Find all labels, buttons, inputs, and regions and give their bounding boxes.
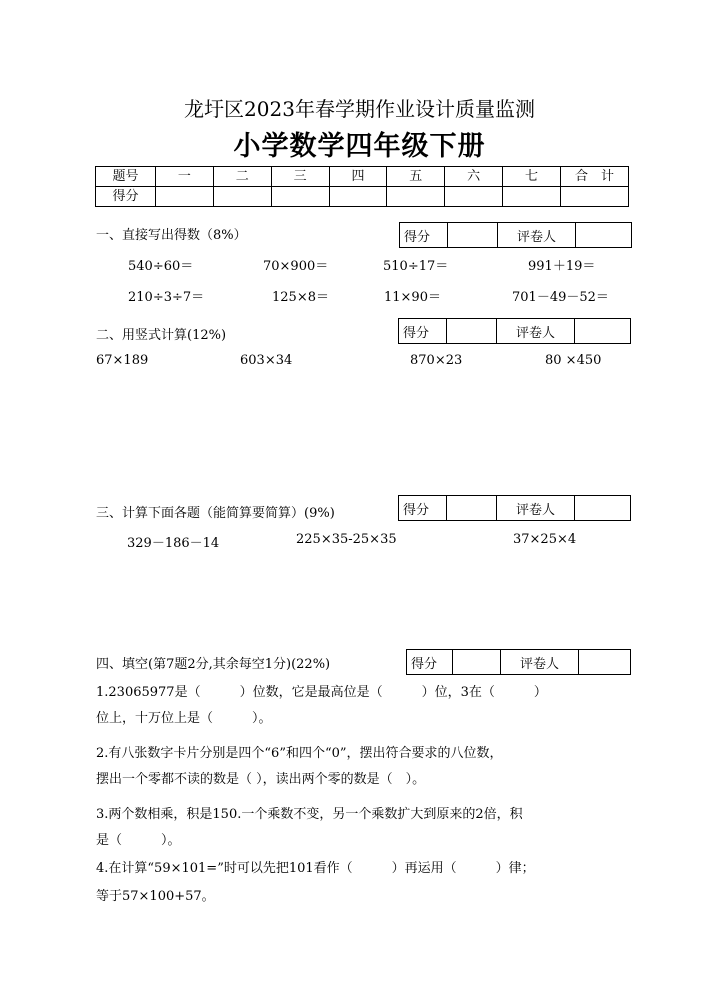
oral-expression: 125×8＝: [272, 290, 329, 305]
simplify-calc-item: 37×25×4: [513, 532, 577, 547]
score-header-cell: 二: [213, 167, 271, 187]
fill-blank-line: 3.两个数相乘，积是150.一个乘数不变，另一个乘数扩大到原来的2倍，积: [96, 807, 523, 822]
fill-blank-line: 是（ ）。: [96, 833, 181, 848]
grader-box-2: [398, 318, 631, 344]
grader-label: 评卷人: [497, 496, 575, 521]
section1-title: 一、直接写出得数（8%）: [96, 228, 247, 243]
grader-cell[interactable]: [575, 319, 631, 344]
grader-score-label: 得分: [400, 223, 448, 248]
fill-blank-line: 摆出一个零都不读的数是（ ），读出两个零的数是（ ）。: [96, 772, 426, 787]
score-header-cell: 七: [503, 167, 561, 187]
grader-label: 评卷人: [501, 650, 579, 675]
grader-cell[interactable]: [576, 223, 632, 248]
score-table: [95, 166, 629, 207]
fill-blank-line: 等于57×100+57。: [96, 889, 215, 904]
score-cell[interactable]: [271, 187, 329, 207]
score-cell[interactable]: [561, 187, 629, 207]
vertical-calc-item: 870×23: [410, 353, 463, 368]
grader-label: 评卷人: [497, 319, 575, 344]
score-header-cell: 六: [445, 167, 503, 187]
grader-cell[interactable]: [575, 496, 631, 521]
grader-score-cell[interactable]: [447, 496, 497, 521]
score-cell[interactable]: [156, 187, 214, 207]
score-cell[interactable]: [387, 187, 445, 207]
simplify-calc-item: 225×35-25×35: [296, 532, 397, 547]
score-table-score-row: [96, 187, 629, 207]
fill-blank-line: 1.23065977是（ ）位数，它是最高位是（ ）位，3在（ ）: [96, 685, 547, 700]
grader-cell[interactable]: [579, 650, 631, 675]
score-cell[interactable]: [445, 187, 503, 207]
vertical-calc-item: 603×34: [240, 353, 293, 368]
score-cell[interactable]: [503, 187, 561, 207]
grader-score-label: 得分: [399, 496, 447, 521]
fill-blank-line: 4.在计算“59×101=”时可以先把101看作（ ）再运用（ ）律；: [96, 861, 535, 876]
page-title: 龙圩区2023年春学期作业设计质量监测: [184, 97, 535, 121]
grader-score-label: 得分: [407, 650, 453, 675]
grader-score-cell[interactable]: [447, 319, 497, 344]
oral-expression: 210÷3÷7＝: [128, 290, 205, 305]
score-cell[interactable]: [329, 187, 387, 207]
grader-box-4: [406, 649, 631, 675]
score-header-cell: 五: [387, 167, 445, 187]
oral-expression: 540÷60＝: [128, 259, 194, 274]
oral-expression: 70×900＝: [263, 259, 329, 274]
section3-title: 三、计算下面各题（能简算要简算）(9%): [96, 506, 335, 521]
score-header-cell: 题号: [96, 167, 156, 187]
grader-score-cell[interactable]: [453, 650, 501, 675]
page-subtitle: 小学数学四年级下册: [233, 131, 486, 162]
fill-blank-line: 位上，十万位上是（ ）。: [96, 711, 272, 726]
vertical-calc-item: 67×189: [96, 353, 149, 368]
fill-blank-line: 2.有八张数字卡片分别是四个“6”和四个“0”，摆出符合要求的八位数，: [96, 746, 503, 761]
score-row-label: 得分: [96, 187, 156, 207]
oral-expression: 510÷17＝: [383, 259, 449, 274]
score-cell[interactable]: [213, 187, 271, 207]
grader-box-3: [398, 495, 631, 521]
grader-label: 评卷人: [498, 223, 576, 248]
oral-expression: 701－49－52＝: [512, 290, 609, 305]
oral-expression: 11×90＝: [384, 290, 441, 305]
vertical-calc-item: 80 ×450: [545, 353, 602, 368]
score-header-cell: 四: [329, 167, 387, 187]
score-table-header-row: [96, 167, 629, 187]
section2-title: 二、用竖式计算(12%): [96, 328, 227, 343]
simplify-calc-item: 329－186－14: [127, 536, 220, 551]
section4-title: 四、填空(第7题2分,其余每空1分)(22%): [96, 657, 331, 672]
grader-score-label: 得分: [399, 319, 447, 344]
score-header-cell: 三: [271, 167, 329, 187]
grader-score-cell[interactable]: [448, 223, 498, 248]
score-header-cell: 一: [156, 167, 214, 187]
grader-box-1: [399, 222, 632, 248]
oral-expression: 991＋19＝: [528, 259, 596, 274]
score-header-cell: 合 计: [561, 167, 629, 187]
